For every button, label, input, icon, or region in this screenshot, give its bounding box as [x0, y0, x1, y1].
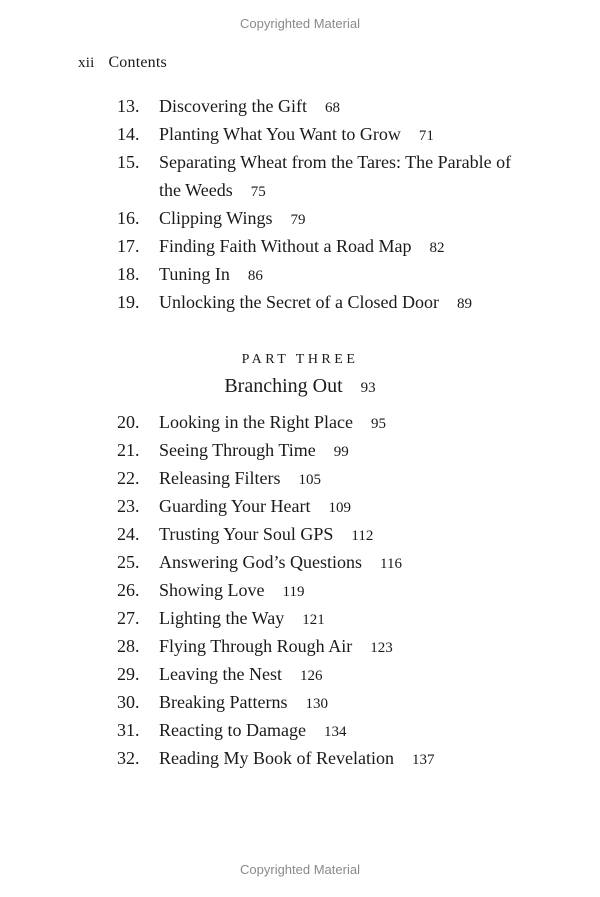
- entry-page: 134: [323, 724, 347, 740]
- entry-number: 15.: [117, 152, 140, 172]
- toc-entry: [0, 204, 600, 232]
- entry-number: 26.: [117, 580, 140, 600]
- toc-entry: [0, 576, 600, 604]
- entry-title: Discovering the Gift 68: [159, 96, 340, 116]
- running-head: [78, 54, 167, 72]
- toc-list-part-two: [0, 92, 600, 316]
- entry-number: 13.: [117, 96, 140, 116]
- entry-number: 28.: [117, 636, 140, 656]
- entry-title: Leaving the Nest 126: [159, 664, 323, 684]
- entry-page: 112: [351, 528, 374, 544]
- toc-entry: [0, 408, 600, 436]
- toc-entry: [0, 660, 600, 688]
- entry-title: Breaking Patterns 130: [159, 692, 328, 712]
- watermark-bottom: Copyrighted Material: [240, 862, 360, 877]
- entry-page: 109: [328, 500, 351, 516]
- toc-entry: [0, 288, 600, 316]
- entry-title: Lighting the Way 121: [159, 608, 325, 628]
- entry-number: 24.: [117, 524, 140, 544]
- toc-entry: [0, 464, 600, 492]
- toc-entry: [0, 632, 600, 660]
- entry-number: 30.: [117, 692, 140, 712]
- entry-page: 86: [247, 268, 263, 284]
- entry-title: Clipping Wings 79: [159, 208, 306, 228]
- entry-title: Showing Love 119: [159, 580, 305, 600]
- entry-title: Answering God’s Questions 116: [159, 552, 402, 572]
- entry-title: Tuning In 86: [159, 264, 263, 284]
- entry-page: 68: [324, 100, 340, 116]
- entry-title: Reacting to Damage 134: [159, 720, 347, 740]
- entry-number: 27.: [117, 608, 140, 628]
- entry-page: 105: [298, 472, 321, 488]
- toc-entry: [0, 92, 600, 120]
- entry-title: Reading My Book of Revelation 137: [159, 748, 435, 768]
- folio: xii: [78, 55, 95, 71]
- entry-title: Guarding Your Heart 109: [159, 496, 351, 516]
- toc-entry: [0, 744, 600, 772]
- entry-number: 29.: [117, 664, 140, 684]
- entry-number: 14.: [117, 124, 140, 144]
- entry-page: 123: [370, 640, 393, 656]
- toc-entry: [0, 436, 600, 464]
- toc-entry: [0, 260, 600, 288]
- entry-page: 126: [299, 668, 323, 684]
- entry-page: 71: [418, 128, 434, 144]
- entry-title: Planting What You Want to Grow 71: [159, 124, 434, 144]
- entry-number: 23.: [117, 496, 140, 516]
- entry-page: 75: [250, 184, 266, 200]
- toc-entry: [0, 688, 600, 716]
- entry-page: 116: [380, 556, 402, 572]
- entry-page: 130: [305, 696, 328, 712]
- entry-title: Looking in the Right Place 95: [159, 412, 386, 432]
- watermark-top: Copyrighted Material: [240, 16, 360, 31]
- entry-number: 16.: [117, 208, 140, 228]
- toc-entry: [0, 548, 600, 576]
- entry-page: 121: [302, 612, 325, 628]
- toc-entry: [0, 148, 600, 204]
- entry-page: 137: [411, 752, 435, 768]
- running-head-title: Contents: [108, 54, 167, 71]
- entry-title: Seeing Through Time 99: [159, 440, 349, 460]
- entry-number: 19.: [117, 292, 140, 312]
- entry-page: 82: [429, 240, 445, 256]
- entry-number: 25.: [117, 552, 140, 572]
- entry-page: 79: [290, 212, 306, 228]
- toc-entry: [0, 120, 600, 148]
- toc-entry: [0, 232, 600, 260]
- entry-title: Finding Faith Without a Road Map 82: [159, 236, 445, 256]
- toc-entry: [0, 604, 600, 632]
- entry-number: 17.: [117, 236, 140, 256]
- toc-entry: [0, 716, 600, 744]
- entry-title: Trusting Your Soul GPS 112: [159, 524, 374, 544]
- part-title: Branching Out 93: [224, 375, 376, 397]
- entry-number: 22.: [117, 468, 140, 488]
- entry-page: 89: [456, 296, 472, 312]
- entry-number: 18.: [117, 264, 140, 284]
- part-label: PART THREE: [241, 352, 359, 367]
- entry-number: 20.: [117, 412, 140, 432]
- entry-page: 99: [333, 444, 349, 460]
- entry-title: Separating Wheat from the Tares: The Parable of the Weeds 75: [159, 152, 512, 200]
- entry-number: 31.: [117, 720, 140, 740]
- entry-title: Flying Through Rough Air 123: [159, 636, 393, 656]
- entry-title: Releasing Filters 105: [159, 468, 321, 488]
- entry-number: 21.: [117, 440, 140, 460]
- entry-page: 119: [282, 584, 305, 600]
- entry-title: Unlocking the Secret of a Closed Door 89: [159, 292, 472, 312]
- toc-entry: [0, 492, 600, 520]
- toc-list-part-three: [0, 408, 600, 772]
- part-page: 93: [360, 380, 376, 396]
- entry-page: 95: [370, 416, 386, 432]
- entry-number: 32.: [117, 748, 140, 768]
- toc-entry: [0, 520, 600, 548]
